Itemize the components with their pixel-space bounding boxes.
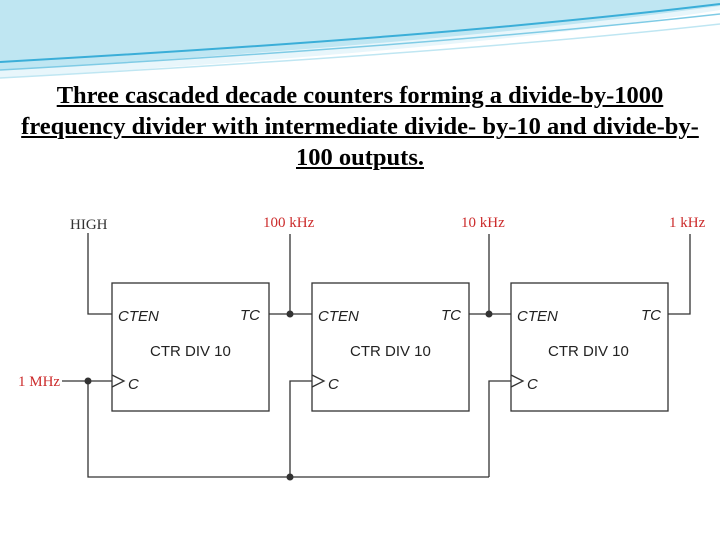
counter3-clock-label: C — [527, 376, 538, 393]
counter2-tc-label: TC — [441, 307, 461, 324]
counter3-cten-label: CTEN — [517, 308, 558, 325]
output-label-100khz: 100 kHz — [263, 215, 315, 231]
output-label-10khz: 10 kHz — [461, 215, 505, 231]
counter2-cten-label: CTEN — [318, 308, 359, 325]
clock-input-label: 1 MHz — [18, 374, 61, 390]
slide-title: Three cascaded decade counters forming a divide-by-1000 frequency divider with intermediate divide- by-10 and divide-by-100 outputs. — [21, 82, 699, 171]
counter1-tc-label: TC — [240, 307, 260, 324]
frequency-divider-diagram — [0, 195, 720, 495]
counter1-clock-label: C — [128, 376, 139, 393]
output-label-1khz: 1 kHz — [669, 215, 706, 231]
header-swoosh-decoration — [0, 0, 720, 90]
junction-dot-tc2 — [486, 311, 493, 318]
counter2-name: CTR DIV 10 — [350, 343, 431, 360]
counter2-clock-label: C — [328, 376, 339, 393]
junction-dot-tc1 — [287, 311, 294, 318]
high-input-label: HIGH — [70, 217, 108, 233]
counter3-name: CTR DIV 10 — [548, 343, 629, 360]
counter1-cten-label: CTEN — [118, 308, 159, 325]
counter3-tc-label: TC — [641, 307, 661, 324]
counter1-name: CTR DIV 10 — [150, 343, 231, 360]
